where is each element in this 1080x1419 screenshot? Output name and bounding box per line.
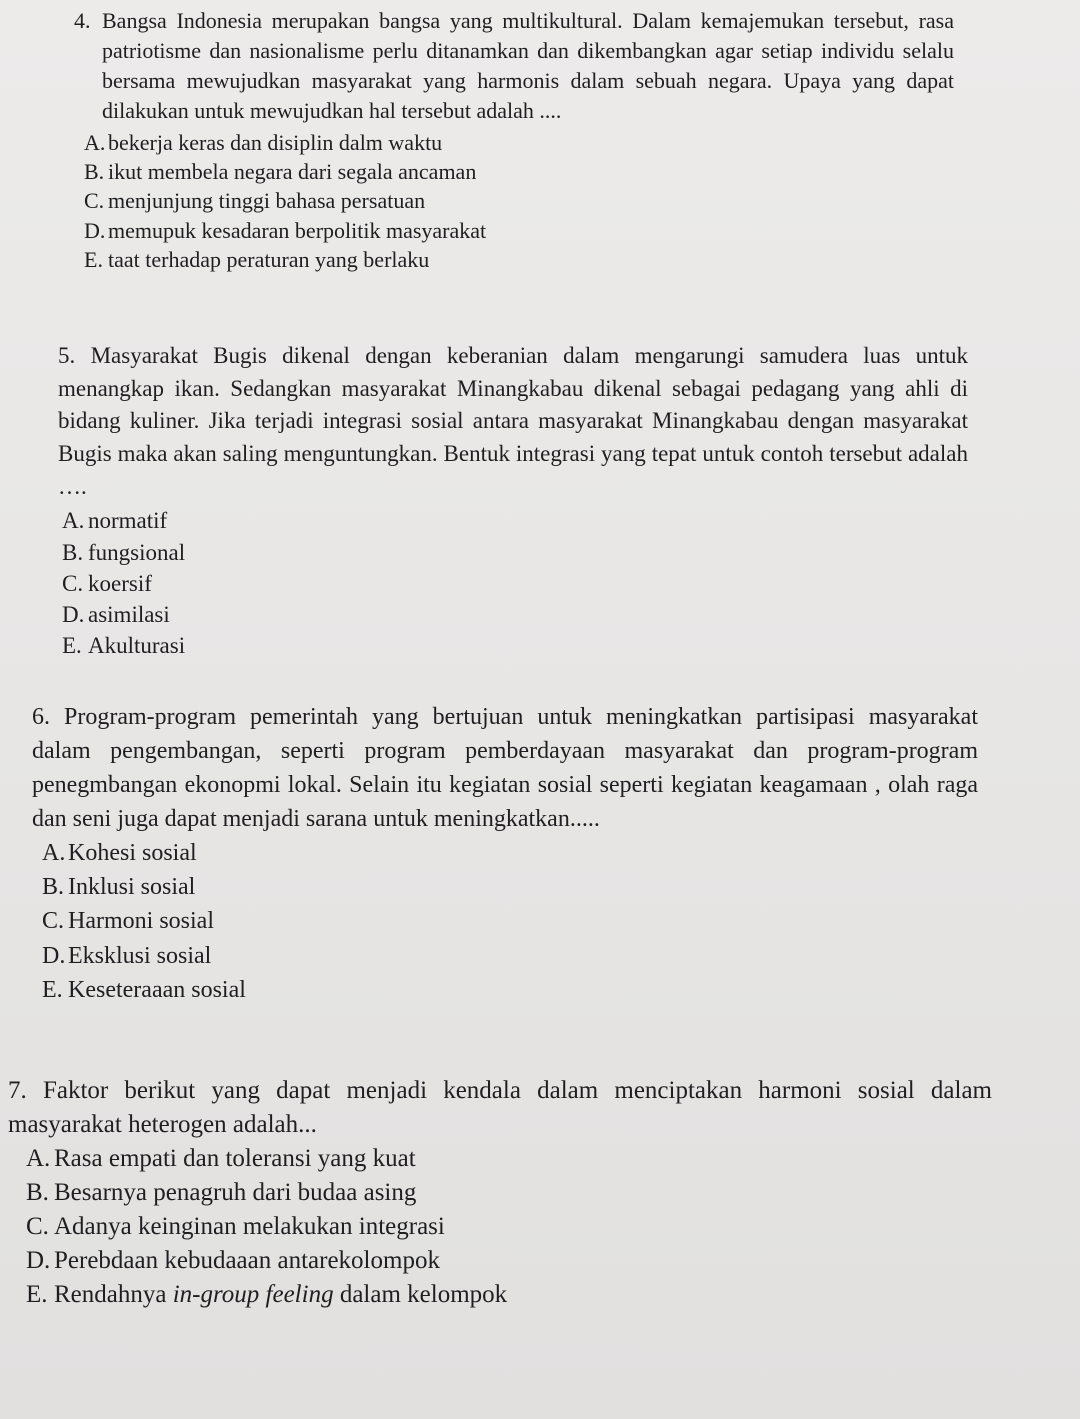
option-c[interactable] [42, 904, 978, 938]
option-letter: E. [26, 1281, 48, 1308]
option-letter: A. [84, 129, 106, 155]
option-text: Harmoni sosial [68, 908, 214, 935]
question-stem [8, 1074, 992, 1142]
option-text: Rasa empati dan toleransi yang kuat [54, 1145, 416, 1172]
option-text: normatif [88, 508, 168, 534]
option-e[interactable] [42, 973, 978, 1007]
question-number: 4. [74, 8, 91, 33]
option-e[interactable] [84, 245, 954, 274]
question-stem [32, 700, 978, 836]
answer-options [8, 1142, 992, 1312]
option-letter: A. [26, 1145, 51, 1172]
option-letter: B. [84, 159, 105, 184]
question-number: 5. [58, 343, 76, 368]
question-text: Masyarakat Bugis dikenal dengan keberanian dalam mengarungi samudera luas untuk menangkap ikan. Sedangkan masyarakat Minangkabau dikenal sebagai pedagang yang ahli di bidang kuliner. Jika terjadi integrasi sosial antara masyarakat Minangkabau dengan masyarakat Bugis maka akan saling menguntungkan. Bentuk integrasi yang tepat untuk contoh tersebut adalah …. [58, 343, 969, 499]
question-text: Bangsa Indonesia merupakan bangsa yang multikultural. Dalam kemajemukan tersebut, rasa patriotisme dan nasionalisme perlu ditanamkan dan dikembangkan agar setiap individu selalu bersama mewujudkan masyarakat yang harmonis dalam sebuah negara. Upaya yang dapat dilakukan untuk mewujudkan hal tersebut adalah .... [102, 7, 954, 123]
option-text: memupuk kesadaran berpolitik masyarakat [108, 217, 487, 243]
option-text: fungsional [88, 539, 186, 565]
option-b[interactable] [84, 157, 954, 186]
option-letter: C. [84, 188, 105, 214]
option-text: Besarnya penagruh dari budaa asing [54, 1179, 417, 1206]
question-text: Program-program pemerintah yang bertujuan untuk meningkatkan partisipasi masyarakat dalam pengembangan, seperti program pemberdayaan masyarakat dan program-program penegmbangan ekonopmi lokal. Selain itu kegiatan sosial seperti kegiatan keagamaan , olah raga dan seni juga dapat menjadi sarana untuk meningkatkan..... [32, 704, 978, 833]
option-text: Kohesi sosial [68, 840, 197, 867]
option-c[interactable] [26, 1210, 992, 1244]
option-text-italic: in-group feeling [172, 1281, 334, 1308]
option-text: Inklusi sosial [68, 874, 196, 901]
question-6 [32, 700, 978, 1007]
option-e[interactable] [62, 630, 968, 661]
option-letter: A. [42, 840, 66, 867]
option-a[interactable] [84, 128, 954, 157]
option-letter: B. [42, 874, 65, 901]
option-text: koersif [88, 570, 152, 596]
question-7 [8, 1074, 992, 1312]
option-e[interactable] [26, 1278, 992, 1312]
answer-options [32, 836, 978, 1006]
option-letter: D. [84, 217, 106, 243]
option-text [54, 1278, 507, 1312]
option-letter: D. [42, 942, 66, 969]
option-text: Perebdaan kebudaaan antarekolompok [54, 1247, 440, 1274]
answer-options [74, 128, 954, 275]
option-letter: D. [26, 1247, 51, 1274]
option-d[interactable] [42, 939, 978, 973]
option-a[interactable] [26, 1142, 992, 1176]
option-text: taat terhadap peraturan yang berlaku [108, 247, 430, 273]
option-text: Eksklusi sosial [68, 942, 212, 969]
option-text: menjunjung tinggi bahasa persatuan [108, 188, 426, 214]
option-c[interactable] [62, 568, 968, 599]
option-letter: C. [62, 570, 84, 596]
option-letter: E. [84, 247, 103, 273]
option-c[interactable] [84, 186, 954, 215]
option-text-before: Rendahnya [54, 1281, 173, 1308]
question-number: 7. [8, 1077, 27, 1104]
question-text: Faktor berikut yang dapat menjadi kendala dalam menciptakan harmoni sosial dalam masyarakat heterogen adalah... [8, 1077, 993, 1138]
question-5 [58, 340, 968, 662]
option-d[interactable] [62, 599, 968, 630]
option-text: Adanya keinginan melakukan integrasi [54, 1213, 445, 1240]
option-text: Akulturasi [88, 633, 186, 659]
question-stem [74, 6, 954, 126]
option-b[interactable] [42, 870, 978, 904]
option-text: asimilasi [88, 602, 170, 628]
option-text: ikut membela negara dari segala ancaman [108, 159, 477, 184]
option-letter: C. [42, 908, 65, 935]
option-text: Keseteraaan sosial [68, 976, 246, 1003]
option-d[interactable] [26, 1244, 992, 1278]
option-letter: E. [42, 976, 63, 1003]
option-letter: C. [26, 1213, 49, 1240]
answer-options [58, 505, 968, 661]
option-b[interactable] [26, 1176, 992, 1210]
option-letter: E. [62, 633, 82, 659]
question-stem [58, 340, 968, 503]
option-letter: D. [62, 602, 85, 628]
option-text: bekerja keras dan disiplin dalm waktu [108, 129, 443, 155]
question-number: 6. [32, 704, 50, 730]
option-d[interactable] [84, 216, 954, 245]
option-letter: B. [26, 1179, 49, 1206]
question-4 [74, 6, 954, 275]
option-a[interactable] [42, 836, 978, 870]
option-b[interactable] [62, 537, 968, 568]
option-letter: B. [62, 539, 84, 565]
option-letter: A. [62, 508, 85, 534]
option-text-after: dalam kelompok [333, 1281, 508, 1308]
option-a[interactable] [62, 505, 968, 536]
